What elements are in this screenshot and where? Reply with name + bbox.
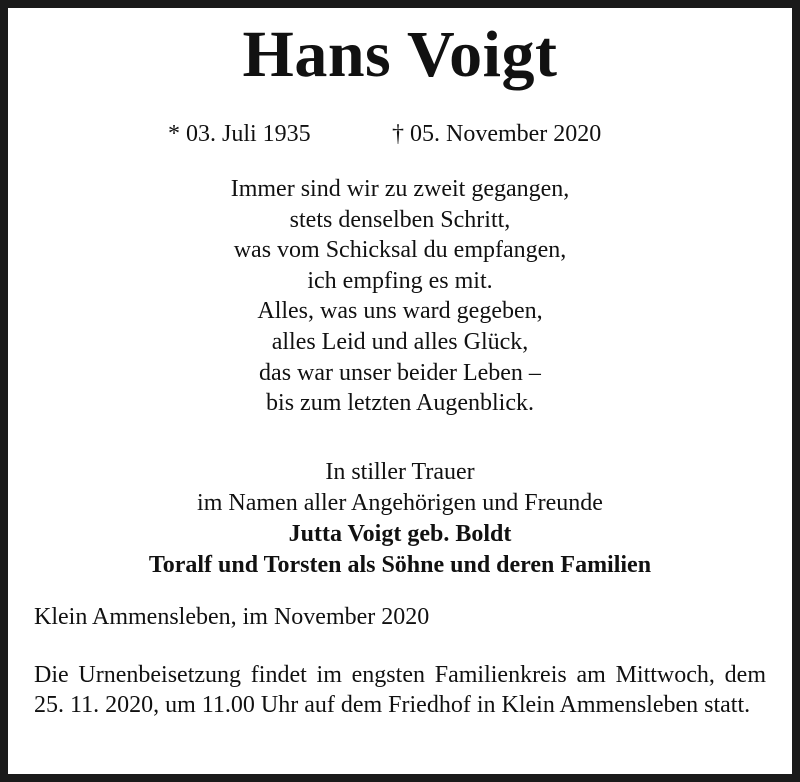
mourners-block: [8, 457, 792, 581]
poem-line: stets denselben Schritt,: [289, 206, 511, 233]
place-date: Klein Ammensleben, im November 2020: [34, 604, 430, 630]
poem-line: Immer sind wir zu zweit gegangen,: [230, 176, 570, 202]
poem-line: alles Leid und alles Glück,: [271, 328, 529, 355]
death-date: † 05. November 2020: [392, 121, 602, 147]
deceased-name: Hans Voigt: [242, 18, 558, 91]
poem-line: Alles, was uns ward gegeben,: [257, 298, 543, 325]
burial-notice: Die Urnenbeisetzung findet im engsten Familienkreis am Mittwoch, dem 25. 11. 2020, um 11.00 Uhr auf dem Friedhof in Klein Ammensleben statt.: [34, 662, 766, 718]
poem: [8, 174, 792, 419]
birth-date: * 03. Juli 1935: [168, 121, 311, 147]
mourning-line: In stiller Trauer: [325, 459, 475, 485]
poem-line: das war unser beider Leben –: [259, 359, 541, 386]
poem-line: ich empfing es mit.: [307, 267, 493, 294]
widow-name: Jutta Voigt geb. Boldt: [288, 521, 512, 547]
poem-line: was vom Schicksal du empfangen,: [233, 237, 567, 264]
on-behalf-line: im Namen aller Angehörigen und Freunde: [197, 490, 603, 516]
sons-line: Toralf und Torsten als Söhne und deren Familien: [148, 552, 652, 578]
poem-line: bis zum letzten Augenblick.: [266, 390, 534, 417]
